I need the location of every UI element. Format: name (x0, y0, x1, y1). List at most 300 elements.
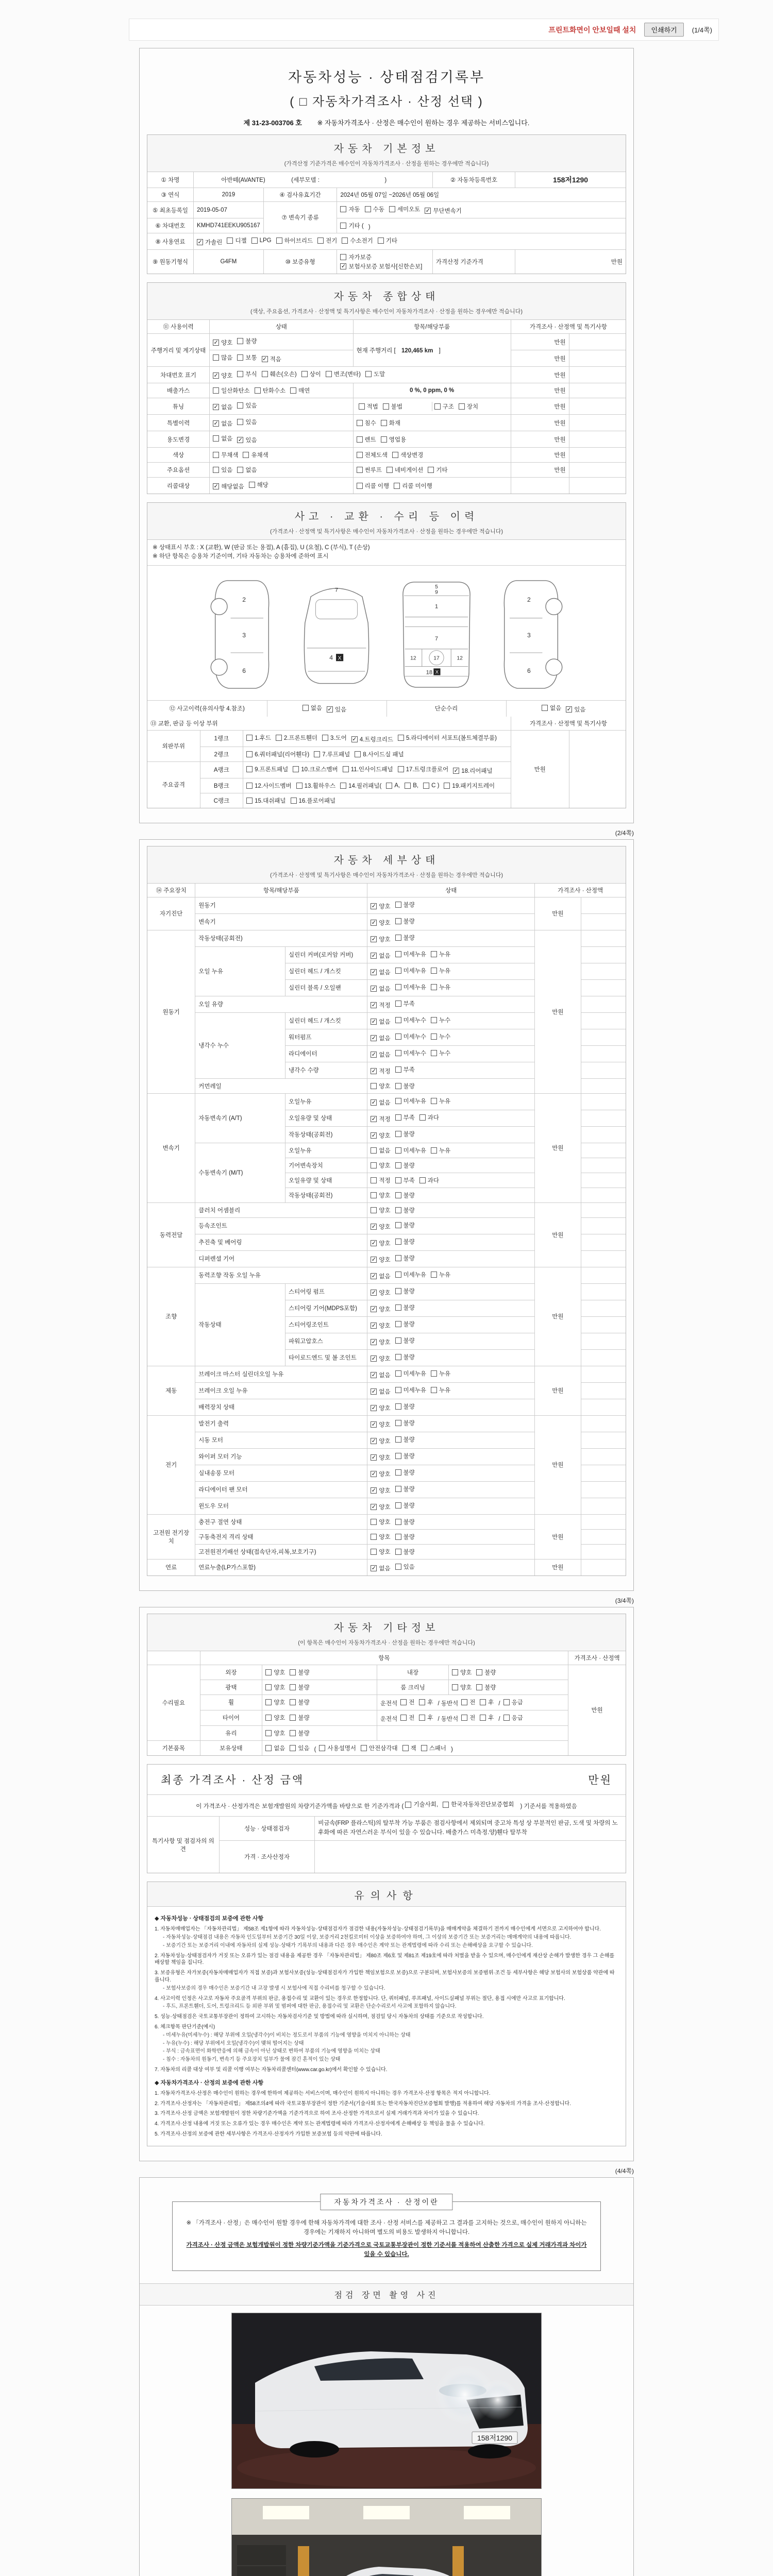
checkbox-option[interactable] (265, 1744, 285, 1752)
checkbox-option[interactable] (371, 1050, 390, 1059)
checkbox[interactable] (423, 783, 429, 789)
checkbox[interactable] (383, 403, 389, 410)
checkbox-option[interactable] (542, 704, 561, 712)
checkbox[interactable] (431, 1272, 437, 1278)
checkbox-option[interactable] (371, 1404, 390, 1412)
checkbox[interactable] (326, 371, 332, 377)
checkbox-option[interactable] (395, 983, 426, 991)
checkbox-option[interactable] (371, 968, 390, 976)
checkbox[interactable] (431, 1033, 437, 1040)
checkbox-option[interactable] (371, 919, 390, 927)
checkbox[interactable] (395, 1486, 401, 1492)
checkbox-option[interactable] (246, 765, 288, 773)
checkbox-option[interactable] (431, 983, 450, 991)
checkbox-option[interactable] (355, 750, 404, 758)
checkbox[interactable] (357, 436, 363, 443)
checkbox[interactable] (386, 467, 393, 473)
checkbox[interactable]: ✓ (371, 919, 376, 926)
checkbox-option[interactable] (246, 734, 271, 742)
checkbox-option[interactable] (290, 1744, 309, 1752)
checkbox-option[interactable] (395, 1485, 415, 1493)
checkbox[interactable] (386, 783, 392, 789)
checkbox-option[interactable] (265, 1683, 285, 1691)
checkbox-option[interactable] (291, 796, 336, 805)
checkbox[interactable]: ✓ (352, 736, 357, 742)
checkbox[interactable]: ✓ (371, 1454, 376, 1461)
checkbox[interactable] (476, 1684, 482, 1690)
checkbox-option[interactable] (342, 236, 373, 245)
checkbox-option[interactable] (301, 370, 321, 378)
checkbox-option[interactable] (461, 1714, 475, 1722)
checkbox[interactable] (322, 735, 328, 741)
checkbox-option[interactable] (398, 765, 449, 773)
checkbox[interactable]: ✓ (371, 1355, 376, 1362)
checkbox-option[interactable] (371, 1321, 390, 1330)
checkbox[interactable] (434, 403, 441, 410)
checkbox-option[interactable] (237, 436, 257, 444)
checkbox-option[interactable] (371, 1387, 390, 1396)
checkbox-option[interactable] (371, 1305, 390, 1313)
checkbox-option[interactable] (343, 765, 393, 773)
checkbox-option[interactable] (371, 1371, 390, 1379)
checkbox[interactable] (357, 467, 363, 473)
checkbox-option[interactable] (395, 1468, 415, 1477)
checkbox-option[interactable] (371, 1082, 390, 1090)
checkbox[interactable]: ✓ (371, 985, 376, 992)
checkbox-option[interactable] (237, 466, 257, 474)
checkbox-option[interactable] (395, 1191, 415, 1199)
checkbox-option[interactable] (431, 1016, 450, 1024)
checkbox-option[interactable] (340, 222, 363, 230)
checkbox[interactable] (357, 483, 363, 489)
checkbox[interactable] (431, 1387, 437, 1393)
checkbox-option[interactable] (371, 1131, 390, 1140)
checkbox[interactable] (452, 1684, 458, 1690)
checkbox-option[interactable] (395, 1161, 415, 1170)
checkbox-option[interactable] (371, 1034, 390, 1042)
checkbox[interactable]: ✓ (213, 404, 219, 410)
checkbox-option[interactable] (395, 1016, 426, 1024)
checkbox-option[interactable] (395, 1518, 415, 1526)
checkbox[interactable] (395, 1337, 401, 1344)
checkbox[interactable] (444, 783, 450, 789)
checkbox-option[interactable] (213, 353, 232, 362)
checkbox-option[interactable] (290, 1683, 309, 1691)
checkbox[interactable] (395, 902, 401, 908)
checkbox[interactable] (419, 1114, 426, 1121)
checkbox-option[interactable] (395, 999, 415, 1008)
checkbox-option[interactable] (255, 386, 285, 395)
checkbox-option[interactable] (443, 1801, 514, 1809)
checkbox[interactable]: ✓ (371, 1503, 376, 1510)
checkbox-option[interactable] (395, 1369, 426, 1378)
checkbox-option[interactable] (213, 371, 232, 380)
checkbox-option[interactable] (314, 750, 350, 758)
checkbox[interactable] (317, 238, 324, 244)
checkbox-option[interactable] (378, 236, 397, 245)
checkbox-option[interactable] (402, 1744, 416, 1752)
checkbox[interactable] (395, 1050, 401, 1056)
checkbox[interactable] (395, 1192, 401, 1198)
checkbox-option[interactable] (395, 1130, 415, 1138)
checkbox[interactable] (371, 1207, 377, 1213)
checkbox[interactable] (262, 371, 268, 377)
checkbox-option[interactable] (371, 1001, 390, 1009)
checkbox[interactable]: ✓ (213, 483, 219, 489)
checkbox[interactable] (357, 452, 363, 458)
checkbox-option[interactable] (371, 1239, 390, 1247)
checkbox-option[interactable] (340, 253, 371, 261)
checkbox[interactable] (395, 1017, 401, 1023)
checkbox[interactable] (503, 1715, 510, 1721)
checkbox-option[interactable] (431, 1369, 450, 1378)
checkbox[interactable] (419, 1699, 425, 1705)
checkbox-option[interactable] (428, 466, 447, 474)
checkbox[interactable] (237, 338, 243, 344)
checkbox-option[interactable] (386, 466, 424, 474)
checkbox[interactable] (395, 1519, 401, 1525)
checkbox-option[interactable] (296, 782, 335, 790)
checkbox-option[interactable] (317, 236, 337, 245)
checkbox[interactable] (421, 1745, 427, 1751)
checkbox[interactable] (290, 1669, 296, 1675)
checkbox[interactable]: ✓ (371, 1002, 376, 1008)
checkbox[interactable] (400, 1699, 407, 1705)
checkbox-option[interactable] (243, 451, 268, 459)
checkbox[interactable] (419, 1715, 425, 1721)
checkbox[interactable] (389, 206, 395, 212)
checkbox[interactable] (378, 238, 384, 244)
print-button[interactable]: 인쇄하기 (644, 23, 683, 37)
checkbox-option[interactable] (371, 1067, 390, 1075)
checkbox-option[interactable] (395, 1419, 415, 1427)
checkbox[interactable] (395, 1222, 401, 1228)
checkbox[interactable] (290, 1730, 296, 1736)
checkbox[interactable]: ✓ (453, 767, 459, 774)
checkbox[interactable]: ✓ (371, 1289, 376, 1296)
checkbox-option[interactable] (290, 1698, 309, 1706)
checkbox-option[interactable] (395, 1254, 415, 1262)
checkbox[interactable] (293, 766, 299, 772)
checkbox[interactable] (249, 482, 255, 488)
checkbox-option[interactable] (340, 262, 422, 270)
checkbox-option[interactable] (395, 1206, 415, 1214)
checkbox[interactable] (395, 951, 401, 957)
checkbox[interactable] (361, 1745, 367, 1751)
checkbox[interactable]: ✓ (371, 1306, 376, 1312)
checkbox[interactable] (476, 1669, 482, 1675)
checkbox-option[interactable] (395, 901, 415, 909)
checkbox-option[interactable] (371, 1533, 390, 1541)
checkbox-option[interactable] (371, 1191, 390, 1199)
checkbox-option[interactable] (371, 1470, 390, 1478)
checkbox-option[interactable] (303, 704, 322, 712)
checkbox-option[interactable] (395, 1049, 426, 1057)
checkbox-option[interactable] (419, 1176, 439, 1184)
checkbox-option[interactable] (395, 1097, 426, 1105)
checkbox-option[interactable] (395, 1113, 415, 1122)
checkbox-option[interactable] (371, 1437, 390, 1445)
checkbox[interactable]: ✓ (371, 903, 376, 909)
checkbox[interactable] (395, 1534, 401, 1540)
checkbox[interactable] (213, 435, 219, 442)
checkbox-option[interactable] (371, 985, 390, 993)
checkbox-option[interactable] (357, 435, 376, 444)
checkbox[interactable] (395, 1453, 401, 1459)
checkbox[interactable] (357, 420, 363, 426)
checkbox-option[interactable] (395, 1287, 415, 1295)
checkbox[interactable] (395, 1502, 401, 1509)
checkbox[interactable] (443, 1802, 449, 1808)
checkbox[interactable] (340, 254, 346, 260)
checkbox-option[interactable] (395, 917, 415, 925)
checkbox-option[interactable] (213, 434, 232, 443)
checkbox-option[interactable] (351, 735, 393, 743)
checkbox-option[interactable] (395, 1082, 415, 1090)
checkbox[interactable] (431, 1098, 437, 1104)
checkbox-option[interactable] (395, 1270, 426, 1279)
checkbox[interactable] (371, 1192, 377, 1198)
checkbox-option[interactable] (480, 1714, 494, 1722)
checkbox-option[interactable] (395, 1563, 415, 1571)
checkbox[interactable] (365, 206, 371, 212)
checkbox-option[interactable] (395, 1065, 415, 1074)
checkbox-option[interactable] (290, 1714, 309, 1722)
checkbox[interactable] (371, 1534, 377, 1540)
checkbox-option[interactable] (227, 236, 246, 245)
checkbox-option[interactable] (340, 782, 381, 790)
checkbox-option[interactable] (365, 370, 385, 378)
checkbox[interactable] (395, 1066, 401, 1073)
checkbox[interactable]: ✓ (371, 1565, 376, 1571)
checkbox[interactable] (237, 371, 243, 377)
checkbox-option[interactable] (405, 1801, 438, 1809)
checkbox[interactable] (265, 1745, 272, 1751)
checkbox-option[interactable] (371, 952, 390, 960)
checkbox[interactable] (276, 238, 282, 244)
checkbox[interactable] (227, 238, 233, 244)
checkbox[interactable] (431, 1147, 437, 1154)
checkbox[interactable]: ✓ (371, 1256, 376, 1263)
checkbox-option[interactable] (431, 1386, 450, 1394)
checkbox-option[interactable] (361, 1744, 398, 1752)
checkbox[interactable] (381, 436, 387, 443)
checkbox-option[interactable] (213, 466, 232, 474)
checkbox-option[interactable] (290, 1729, 309, 1737)
checkbox-option[interactable] (395, 1435, 415, 1444)
checkbox-option[interactable] (371, 1289, 390, 1297)
checkbox[interactable] (459, 403, 465, 410)
checkbox-option[interactable] (395, 1032, 426, 1041)
checkbox[interactable]: ✓ (371, 1487, 376, 1494)
checkbox[interactable] (395, 1321, 401, 1327)
checkbox[interactable] (431, 1050, 437, 1056)
checkbox[interactable] (395, 1239, 401, 1245)
checkbox-option[interactable] (371, 1503, 390, 1511)
checkbox-option[interactable] (461, 1698, 475, 1706)
checkbox[interactable] (395, 1370, 401, 1377)
checkbox-option[interactable] (394, 482, 432, 490)
checkbox[interactable]: ✓ (371, 952, 376, 959)
checkbox[interactable] (365, 371, 372, 377)
checkbox[interactable] (314, 751, 320, 757)
checkbox[interactable] (395, 1131, 401, 1137)
checkbox-option[interactable] (276, 734, 317, 742)
checkbox[interactable] (371, 1147, 377, 1154)
checkbox[interactable] (428, 467, 434, 473)
checkbox-option[interactable] (371, 1206, 390, 1214)
checkbox[interactable] (395, 1033, 401, 1040)
checkbox[interactable] (291, 798, 297, 804)
checkbox-option[interactable] (419, 1113, 439, 1122)
checkbox[interactable] (431, 968, 437, 974)
checkbox[interactable] (371, 1083, 377, 1089)
checkbox[interactable] (355, 751, 361, 757)
checkbox-option[interactable] (213, 386, 250, 395)
checkbox[interactable] (431, 984, 437, 990)
checkbox[interactable] (290, 1715, 296, 1721)
checkbox-option[interactable] (237, 337, 257, 345)
checkbox[interactable]: ✓ (371, 936, 376, 942)
checkbox-option[interactable] (371, 1548, 390, 1556)
checkbox-option[interactable] (419, 1698, 433, 1706)
checkbox-option[interactable] (213, 403, 232, 411)
checkbox[interactable] (395, 1207, 401, 1213)
checkbox-option[interactable] (262, 370, 297, 378)
checkbox-option[interactable] (395, 1402, 415, 1411)
checkbox-option[interactable] (371, 1146, 390, 1155)
checkbox[interactable]: ✓ (566, 706, 572, 713)
checkbox[interactable] (213, 387, 219, 394)
checkbox[interactable] (395, 1177, 401, 1183)
checkbox[interactable] (290, 1684, 296, 1690)
checkbox[interactable]: ✓ (371, 1437, 376, 1444)
checkbox[interactable] (265, 1715, 272, 1721)
checkbox-option[interactable] (371, 1018, 390, 1026)
checkbox-option[interactable] (395, 1548, 415, 1556)
checkbox[interactable] (452, 1669, 458, 1675)
checkbox-option[interactable] (383, 402, 402, 411)
checkbox[interactable] (395, 1162, 401, 1168)
checkbox[interactable] (265, 1669, 272, 1675)
checkbox-option[interactable] (395, 1221, 415, 1229)
checkbox[interactable] (395, 1255, 401, 1261)
checkbox[interactable] (395, 1469, 401, 1476)
checkbox[interactable]: ✓ (371, 1132, 376, 1139)
checkbox-option[interactable] (400, 1698, 414, 1706)
checkbox[interactable] (395, 1272, 401, 1278)
checkbox[interactable] (290, 1699, 296, 1705)
checkbox-option[interactable] (251, 238, 272, 244)
checkbox[interactable]: ✓ (213, 340, 219, 346)
checkbox[interactable] (431, 1370, 437, 1377)
checkbox[interactable] (419, 1177, 426, 1183)
checkbox[interactable] (395, 1420, 401, 1426)
checkbox-option[interactable] (431, 1146, 450, 1155)
checkbox-option[interactable] (371, 935, 390, 943)
checkbox[interactable] (405, 1802, 411, 1808)
checkbox-option[interactable] (395, 1353, 415, 1361)
checkbox[interactable]: ✓ (371, 1338, 376, 1345)
checkbox-option[interactable] (395, 1238, 415, 1246)
checkbox[interactable]: ✓ (262, 356, 267, 362)
checkbox-option[interactable] (237, 370, 257, 378)
checkbox[interactable]: ✓ (371, 1035, 376, 1041)
checkbox[interactable] (340, 206, 346, 212)
checkbox-option[interactable] (425, 207, 462, 215)
checkbox[interactable]: ✓ (371, 969, 376, 975)
checkbox-option[interactable] (371, 1354, 390, 1363)
checkbox[interactable] (395, 1403, 401, 1410)
checkbox-option[interactable] (431, 1270, 450, 1279)
checkbox[interactable] (340, 223, 346, 229)
checkbox[interactable]: ✓ (371, 1067, 376, 1074)
checkbox-option[interactable] (452, 1668, 472, 1676)
checkbox-option[interactable] (265, 1729, 285, 1737)
checkbox-option[interactable] (395, 934, 415, 942)
checkbox[interactable]: ✓ (371, 1240, 376, 1246)
checkbox-option[interactable] (395, 1501, 415, 1510)
checkbox[interactable] (395, 1114, 401, 1121)
checkbox-option[interactable] (452, 1683, 472, 1691)
print-helper-install-link[interactable]: 프린트화면이 안보일때 설치 (548, 25, 636, 34)
checkbox[interactable] (246, 751, 253, 757)
checkbox-option[interactable] (381, 435, 406, 444)
checkbox[interactable] (395, 1436, 401, 1443)
checkbox[interactable] (343, 766, 349, 772)
checkbox[interactable] (395, 984, 401, 990)
checkbox-option[interactable] (265, 1698, 285, 1706)
checkbox[interactable] (340, 783, 346, 789)
checkbox[interactable] (371, 1177, 377, 1183)
checkbox-option[interactable] (237, 401, 257, 410)
checkbox[interactable] (381, 420, 387, 426)
checkbox[interactable] (503, 1699, 510, 1705)
checkbox[interactable] (342, 238, 348, 244)
checkbox[interactable] (237, 467, 243, 473)
checkbox-option[interactable] (431, 1049, 450, 1057)
checkbox[interactable]: ✓ (238, 437, 243, 443)
checkbox[interactable] (400, 1715, 407, 1721)
checkbox[interactable] (398, 766, 404, 772)
checkbox[interactable] (394, 483, 400, 489)
checkbox-option[interactable] (371, 1223, 390, 1231)
checkbox[interactable] (251, 238, 258, 244)
checkbox-option[interactable] (444, 782, 495, 790)
checkbox-option[interactable] (265, 1714, 285, 1722)
checkbox[interactable] (542, 705, 548, 711)
checkbox-option[interactable] (431, 967, 450, 975)
checkbox-option[interactable] (480, 1698, 494, 1706)
checkbox[interactable]: ✓ (213, 420, 219, 427)
checkbox[interactable] (395, 1387, 401, 1393)
checkbox-option[interactable] (453, 767, 492, 775)
checkbox[interactable] (371, 1519, 377, 1525)
checkbox-option[interactable] (371, 1272, 390, 1280)
checkbox-option[interactable] (395, 1320, 415, 1328)
checkbox-option[interactable] (431, 950, 450, 958)
checkbox-option[interactable] (249, 481, 268, 489)
checkbox[interactable]: ✓ (371, 1388, 376, 1395)
checkbox-option[interactable] (386, 783, 400, 789)
checkbox[interactable] (461, 1699, 467, 1705)
checkbox-option[interactable] (371, 1518, 390, 1526)
checkbox[interactable]: ✓ (371, 1470, 376, 1477)
checkbox[interactable] (395, 935, 401, 941)
checkbox-option[interactable] (197, 238, 222, 246)
checkbox[interactable] (265, 1684, 272, 1690)
checkbox-option[interactable] (371, 1564, 390, 1572)
